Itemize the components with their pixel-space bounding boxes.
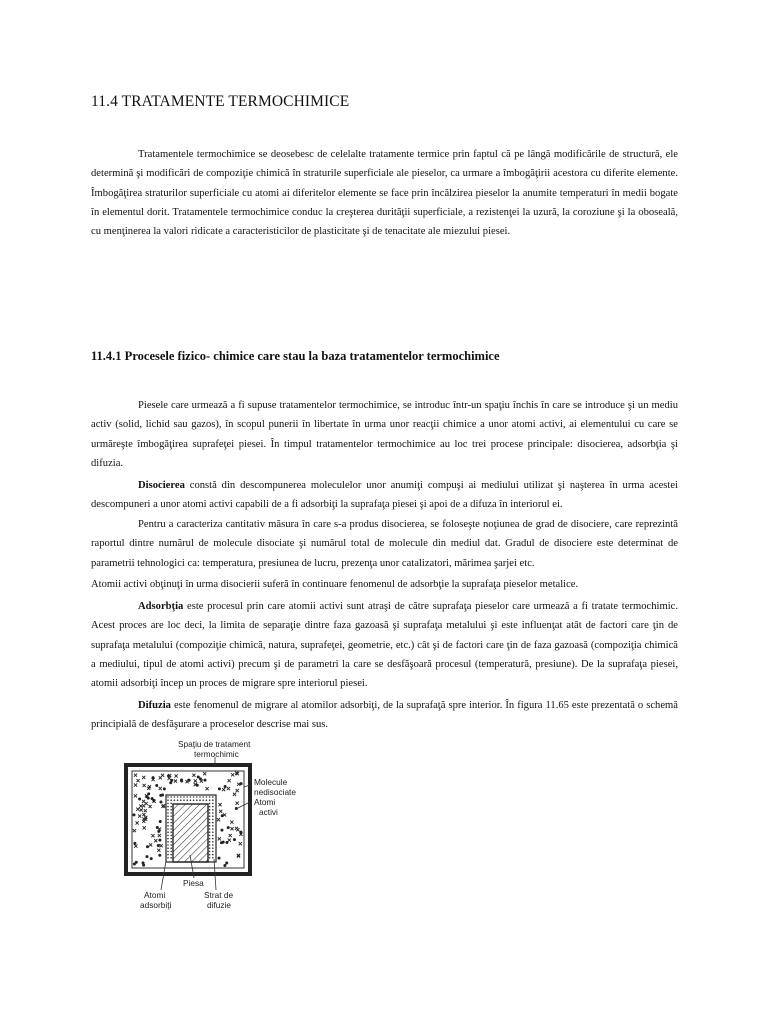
diffusion-dot <box>212 812 214 814</box>
diffusion-dot <box>202 796 204 798</box>
atom-dot <box>159 800 162 803</box>
diffusion-dot <box>209 847 211 849</box>
diffusion-dot <box>170 844 172 846</box>
diffusion-dot <box>170 803 172 805</box>
atom-dot <box>188 779 191 782</box>
label-layer-line2: difuzie <box>207 900 231 910</box>
diffusion-dot <box>170 831 172 833</box>
diffusion-dot <box>209 806 211 808</box>
atom-dot <box>233 838 236 841</box>
atom-dot <box>180 780 183 783</box>
diffusion-dot <box>167 838 169 840</box>
adsorption-text: este procesul prin care atomii activi sunt atraşi de către suprafaţa pieselor care urmează a fi tratate termochimic. Acest proces are loc deci, la limita de separaţie dintre faza gazoasă şi suprafaţa metalului şi este influenţat atât de factori care ţin de suprafaţa metalului (compoziţie chimică, natura, suprafeţei, geometrie, etc.) cât şi de factori care ţin de faza gazoasă (compoziţia chimică a mediului, tipul de atomi activi) precum şi de parametri la care se desfăşoară procesul (temperatură, presiune). De la suprafaţa piesei, atomii adsorbiţi încep un proces de migrare spre interiorul piesei. <box>91 601 678 690</box>
label-adsorbed-line1: Atomi <box>144 890 166 900</box>
diffusion-dot <box>167 796 169 798</box>
diffusion-dot <box>167 854 169 856</box>
diffusion-dot <box>167 815 169 817</box>
diffusion-dot <box>212 847 214 849</box>
diffusion-dot <box>170 851 172 853</box>
diffusion-dot <box>167 822 169 824</box>
diffusion-dot <box>167 803 169 805</box>
label-piece: Piesa <box>183 878 204 888</box>
atom-dot <box>157 830 160 833</box>
atom-dot <box>227 826 230 829</box>
paragraph-adsorption <box>91 597 678 693</box>
diffusion-dot <box>212 796 214 798</box>
diffusion-dot <box>167 847 169 849</box>
diffusion-dot <box>177 796 179 798</box>
diffusion-dot <box>170 847 172 849</box>
atom-dot <box>146 845 149 848</box>
atom-dot <box>218 787 221 790</box>
diffusion-dot <box>199 799 201 801</box>
diffusion-dot <box>167 825 169 827</box>
paragraph-processes: Piesele care urmează a fi supuse tratamentelor termochimice, se introduc într-un spaţiu închis în care se introduce şi un mediu activ (solid, lichid sau gazos), în scopul punerii în libertate în urma unor reacţii chimice a unor atomi activi, ai elementului cu care se urmăreşte îmbogăţirea suprafeţei piesei. În timpul tratamentelor termochimice au loc trei procese principale: disocierea, adsorbţia şi difuzia. <box>91 400 678 469</box>
diffusion-dot <box>209 838 211 840</box>
term-dissociation: Disocierea <box>138 480 185 491</box>
diffusion-dot <box>209 819 211 821</box>
diffusion-dot <box>183 799 185 801</box>
diffusion-dot <box>196 799 198 801</box>
diffusion-dot <box>170 799 172 801</box>
diffusion-dot <box>212 838 214 840</box>
diffusion-dot <box>186 796 188 798</box>
diffusion-dot <box>167 835 169 837</box>
atom-dot <box>197 776 200 779</box>
diffusion-dot <box>206 799 208 801</box>
atom-dot <box>159 820 162 823</box>
paragraph-active-atoms: Atomii activi obţinuţi în urma disocierii suferă în continuare fenomenul de adsorbţie la suprafaţa pieselor metalice. <box>91 579 579 590</box>
diffusion-dot <box>212 825 214 827</box>
diffusion-dot <box>170 828 172 830</box>
subsection-title: 11.4.1 Procesele fizico- chimice care stau la baza tratamentelor termochimice <box>91 349 500 363</box>
atom-dot <box>223 864 226 867</box>
intro-paragraph: Tratamentele termochimice se deosebesc de celelalte tratamente termice prin faptul că pe lângă modificările de structură, ele determină şi modificări de compoziţie chimică în straturile superficiale ale pieselor, ca urmare a îmbogăţirii acestora cu diferite elemente. Îmbogăţirea straturilor superficiale cu atomi ai diferitelor elemente se face prin încălzirea pieselor la anumite temperaturi în medii bogate în elementul dorit. Tratamentele termochimice conduc la creşterea durităţii superficiale, a rezistenţei la uzură, la coroziune şi la oboseală, cu menţinerea la valori ridicate a caracteristicilor de plasticitate şi de tenacitate ale miezului piesei. <box>91 149 678 238</box>
diffusion-dot <box>209 803 211 805</box>
diffusion-dot <box>180 796 182 798</box>
atom-dot <box>158 839 161 842</box>
atom-dot <box>133 862 136 865</box>
diffusion-dot <box>167 841 169 843</box>
diffusion-dot <box>183 796 185 798</box>
diffusion-dot <box>167 819 169 821</box>
diffusion-dot <box>212 841 214 843</box>
atom-dot <box>147 792 150 795</box>
atom-dot <box>145 855 148 858</box>
diffusion-dot <box>209 812 211 814</box>
atom-dot <box>163 787 166 790</box>
diffusion-dot <box>209 851 211 853</box>
diffusion-dot <box>170 815 172 817</box>
atom-dot <box>221 814 224 817</box>
atom-dot <box>167 774 170 777</box>
diffusion-dot <box>167 831 169 833</box>
diffusion-dot <box>170 825 172 827</box>
diffusion-dot <box>186 799 188 801</box>
diffusion-dot <box>167 851 169 853</box>
diffusion-dot <box>170 796 172 798</box>
diffusion-dot <box>212 806 214 808</box>
diffusion-dot <box>180 799 182 801</box>
diffusion-dot <box>212 809 214 811</box>
atom-dot <box>224 785 227 788</box>
diffusion-dot <box>212 844 214 846</box>
scheme-drawing <box>120 735 320 917</box>
term-adsorption: Adsorbţia <box>138 601 184 612</box>
atom-dot <box>138 798 141 801</box>
diffusion-dot <box>209 799 211 801</box>
diffusion-dot <box>212 803 214 805</box>
atom-dot <box>218 857 221 860</box>
diffusion-dot <box>167 809 169 811</box>
diffusion-dot <box>209 809 211 811</box>
diffusion-dot <box>190 796 192 798</box>
diffusion-dot <box>174 796 176 798</box>
diffusion-dot <box>209 822 211 824</box>
diffusion-dot <box>209 831 211 833</box>
label-molecule-line1: Molecule <box>254 777 288 787</box>
diffusion-dot <box>209 828 211 830</box>
label-space-line1: Spaţiu de tratament <box>178 739 251 749</box>
dissociation-text: constă din descompunerea moleculelor unor anumiţi compuşi ai mediului utilizat şi naşterea în urma acestei descompuneri a unor atomi activi capabili de a fi adsorbiţi la suprafaţa piesei şi apoi de a difuza în interiorul ei. <box>91 480 678 511</box>
diffusion-dot <box>170 838 172 840</box>
diffusion-dot <box>193 799 195 801</box>
label-atoms-line1: Atomi <box>254 797 276 807</box>
atom-dot <box>204 779 207 782</box>
diffusion-dot <box>193 796 195 798</box>
diffusion-dot <box>170 822 172 824</box>
diffusion-dot <box>209 835 211 837</box>
atom-dot <box>142 861 145 864</box>
diffusion-dot <box>212 854 214 856</box>
diffusion-dot <box>167 844 169 846</box>
diffusion-dot <box>190 799 192 801</box>
atom-dot <box>159 794 162 797</box>
atom-dot <box>157 844 160 847</box>
atom-dot <box>150 857 153 860</box>
label-space-line2: termochimic <box>194 749 239 759</box>
diffusion-dot <box>212 857 214 859</box>
diffusion-dot <box>209 854 211 856</box>
diffusion-dot <box>196 796 198 798</box>
atom-dot <box>220 841 223 844</box>
diffusion-dot <box>212 835 214 837</box>
diffusion-dot <box>174 799 176 801</box>
diffusion-dot <box>209 841 211 843</box>
diffusion-dot <box>167 812 169 814</box>
diffusion-dot <box>167 857 169 859</box>
atom-dot <box>145 795 148 798</box>
diffusion-dot <box>167 806 169 808</box>
diffusion-dot <box>212 851 214 853</box>
diffusion-dot <box>212 828 214 830</box>
diffusion-dot <box>170 806 172 808</box>
atom-dot <box>225 862 228 865</box>
diffusion-dot <box>209 844 211 846</box>
label-adsorbed-line2: adsorbiţi <box>140 900 172 910</box>
diffusion-dot <box>212 822 214 824</box>
label-atoms-line2: activi <box>259 807 278 817</box>
diffusion-dot <box>170 841 172 843</box>
piece-core <box>173 804 208 862</box>
atom-dot <box>240 782 243 785</box>
diffusion-dot <box>209 815 211 817</box>
diffusion-dot <box>170 835 172 837</box>
diffusion-dot <box>170 809 172 811</box>
diffusion-dot <box>177 799 179 801</box>
diffusion-dot <box>199 796 201 798</box>
diffusion-dot <box>209 825 211 827</box>
atom-dot <box>133 842 136 845</box>
diffusion-dot <box>212 799 214 801</box>
diffusion-dot <box>202 799 204 801</box>
atom-dot <box>158 854 161 857</box>
diffusion-dot <box>212 831 214 833</box>
atom-dot <box>220 829 223 832</box>
term-diffusion: Difuzia <box>138 700 171 711</box>
diffusion-dot <box>209 796 211 798</box>
section-title: 11.4 TRATAMENTE TERMOCHIMICE <box>91 93 350 110</box>
atom-dot <box>156 826 159 829</box>
diffusion-dot <box>167 799 169 801</box>
diffusion-dot <box>170 854 172 856</box>
diffusion-dot <box>170 857 172 859</box>
diffusion-dot <box>209 857 211 859</box>
label-layer-line1: Strat de <box>204 890 234 900</box>
paragraph-dissociation-degree: Pentru a caracteriza cantitativ măsura în care s-a produs disocierea, se foloseşte noţiunea de grad de disociere, care reprezintă raportul dintre numărul de molecule disociate şi numărul total de molecule din mediul dat. Gradul de disociere este determinat de parametrii tehnologici ca: temperatura, presiunea de lucru, prezenţa unor catalizatori, mărimea şarjei etc. <box>91 519 678 569</box>
paragraph-dissociation <box>91 476 678 515</box>
label-molecule-line2: nedisociate <box>254 787 296 797</box>
diffusion-dot <box>167 828 169 830</box>
atom-dot <box>155 784 158 787</box>
atom-dot <box>133 813 136 816</box>
diffusion-dot <box>170 812 172 814</box>
atom-dot <box>151 797 154 800</box>
diffusion-dot <box>212 819 214 821</box>
diffusion-dot <box>212 815 214 817</box>
diffusion-dot <box>206 796 208 798</box>
atom-dot <box>169 781 172 784</box>
paragraph-diffusion <box>91 696 678 735</box>
diffusion-text: este fenomenul de migrare al atomilor adsorbiţi, de la suprafaţă spre interior. În figura 11.65 este prezentată o schemă principială de desfăşurare a proceselor descrise mai sus. <box>91 700 678 731</box>
figure-thermochemical-scheme <box>120 735 320 917</box>
diffusion-dot <box>170 819 172 821</box>
